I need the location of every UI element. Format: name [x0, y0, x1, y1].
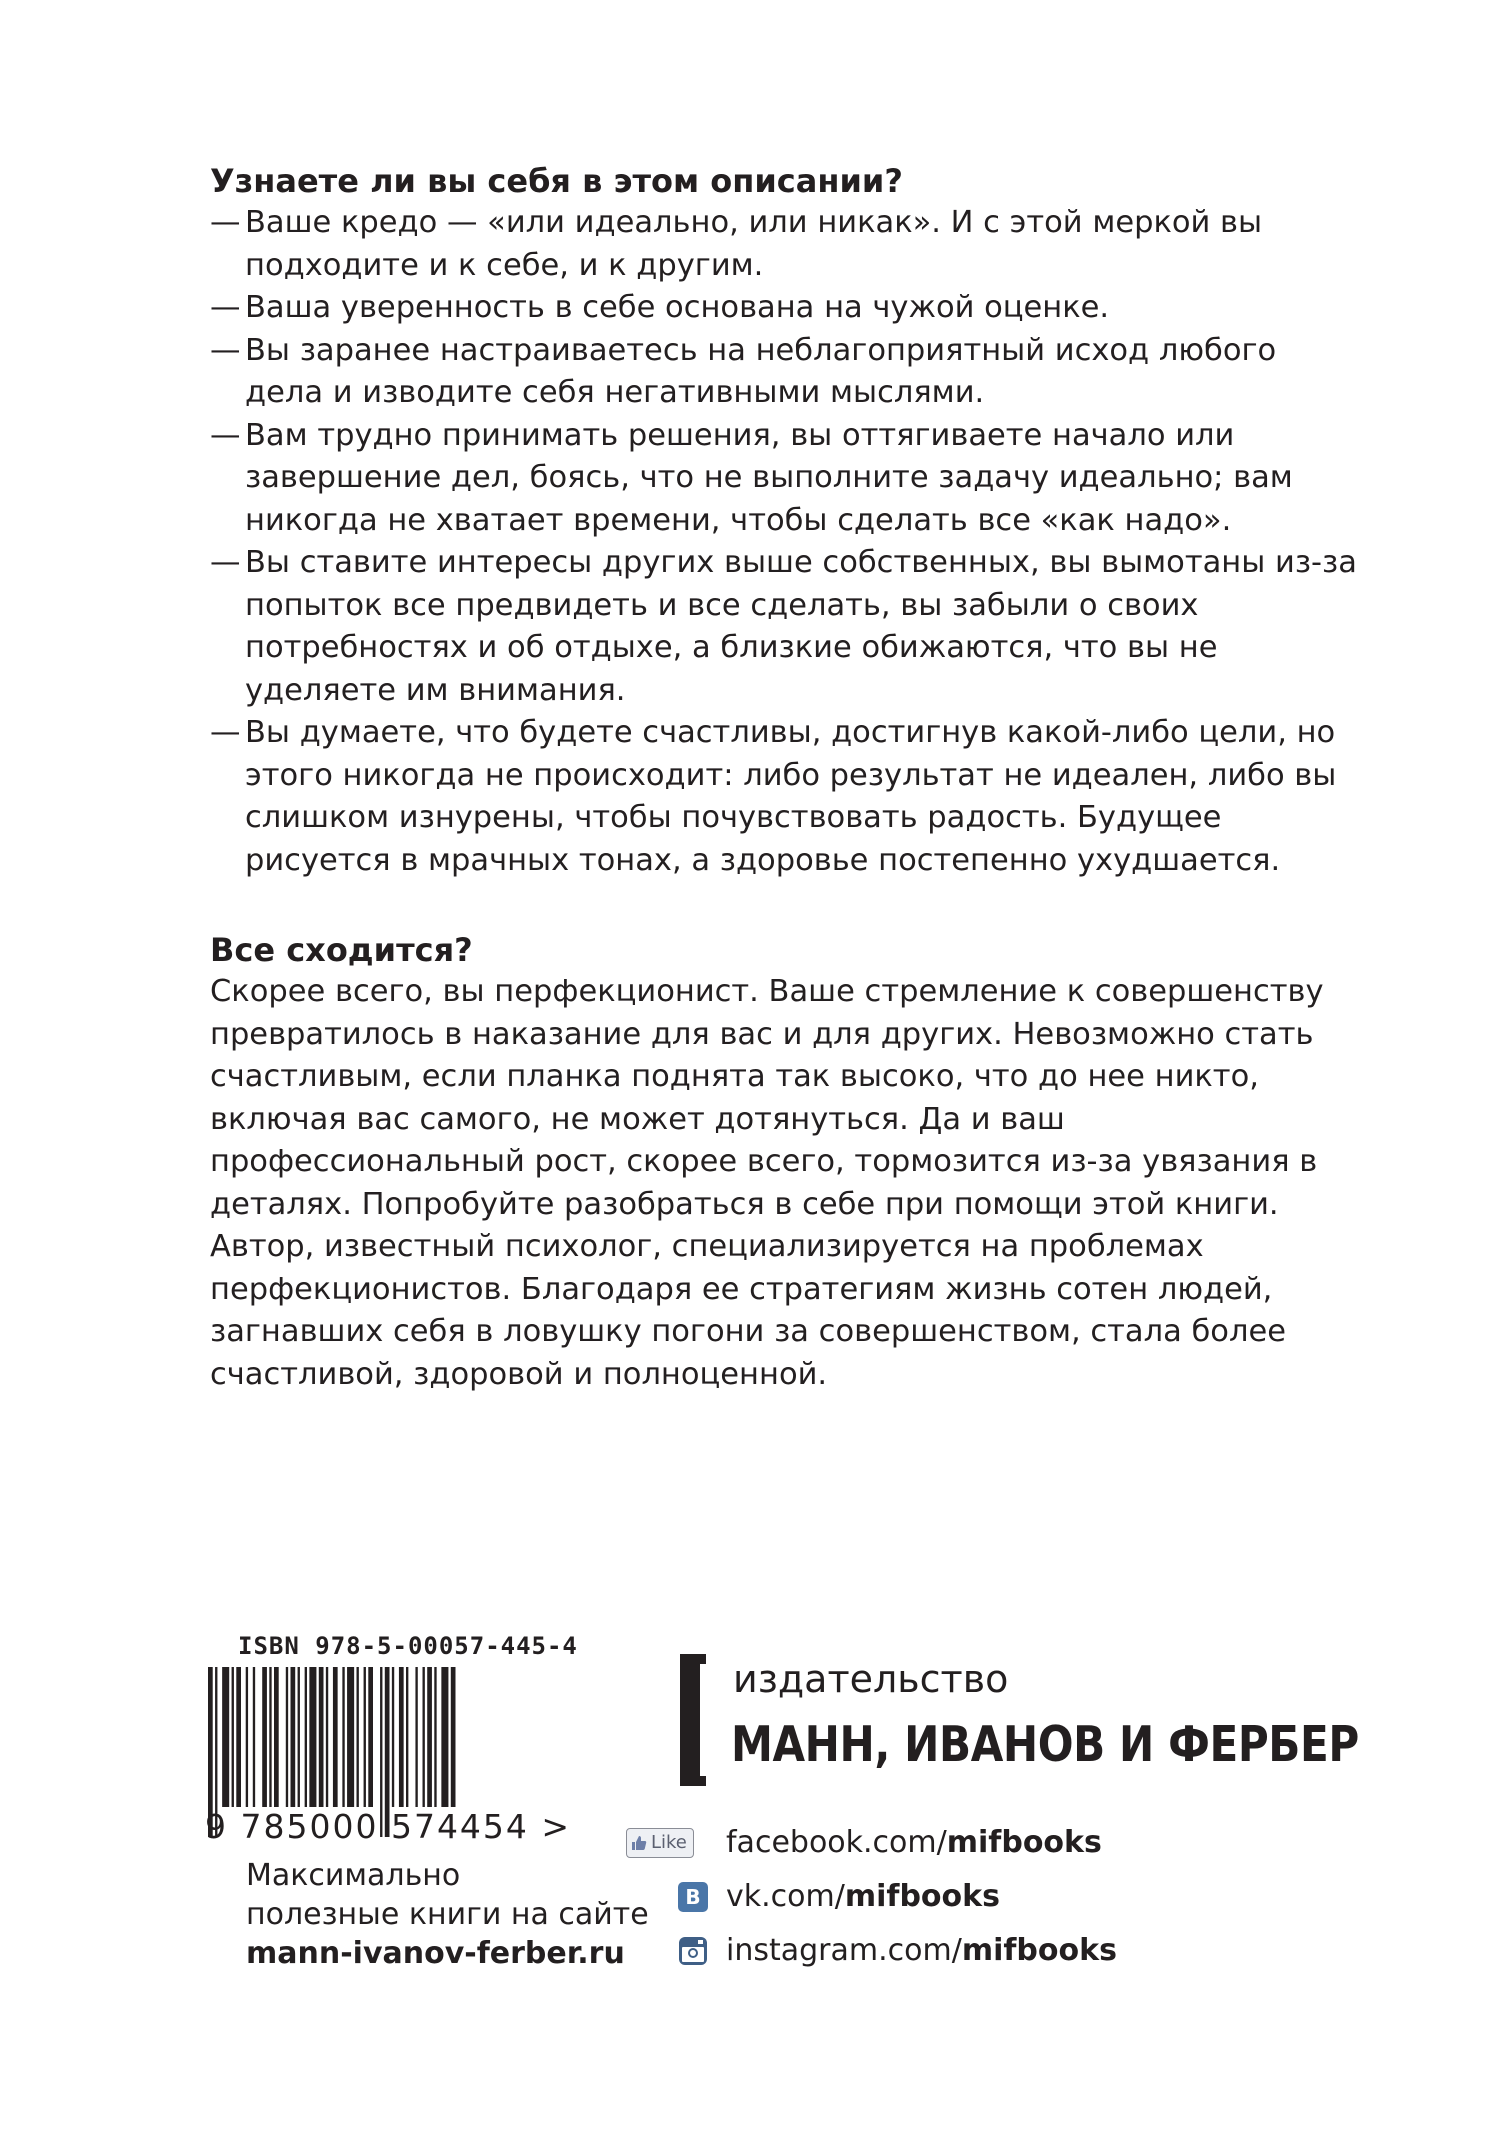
list-item	[210, 202, 1360, 287]
facebook-link[interactable]	[626, 1824, 1102, 1862]
list-item-text: Вы ставите интересы других выше собственных, вы вымотаны из-за попыток все предвидеть и все сделать, вы забыли о своих потребностях и об отдыхе, а близкие обижаются, что вы не уделяете им внимания.	[245, 545, 1357, 708]
bracket-logo-icon	[680, 1654, 706, 1786]
list-dash: —	[210, 417, 241, 453]
list-item-text: Ваша уверенность в себе основана на чужой оценке.	[245, 290, 1110, 325]
promo-line-2: полезные книги на сайте	[246, 1897, 649, 1932]
like-button-icon	[626, 1828, 694, 1858]
list-dash: —	[210, 715, 241, 750]
publisher-name: МАНН, ИВАНОВ И ФЕРБЕР	[731, 1716, 1359, 1773]
vk-icon: B	[678, 1882, 708, 1912]
instagram-link[interactable]	[626, 1932, 1117, 1970]
list-dash: —	[210, 545, 241, 580]
publisher-label: издательство	[733, 1657, 1009, 1701]
list-item	[210, 330, 1360, 415]
list-item	[210, 415, 1360, 543]
list-item-text: Вы думаете, что будете счастливы, достигнув какой-либо цели, но этого никогда не происходит: либо результат не идеален, либо вы слишком изнурены, чтобы почувствовать радость. Будущее рисуется в мрачных тонах, а здоровье постепенно ухудшается.	[245, 715, 1337, 878]
section-2-heading: Все сходится?	[210, 931, 473, 969]
list-dash: —	[210, 290, 241, 325]
list-item-text: Вы заранее настраиваетесь на неблагоприятный исход любого дела и изводите себя негативными мыслями.	[245, 332, 1277, 410]
vk-prefix: vk.com/	[726, 1879, 845, 1914]
instagram-prefix: instagram.com/	[726, 1933, 962, 1968]
list-dash: —	[210, 332, 241, 368]
section-2-paragraph: Скорее всего, вы перфекционист. Ваше стремление к совершенству превратилось в наказание для вас и для других. Невозможно стать счастливым, если планка поднята так высоко, что до нее никто, включая вас самого, не может дотянуться. Да и ваш профессиональный рост, скорее всего, тормозится из-за увязания в деталях. Попробуйте разобраться в себе при помощи этой книги. Автор, известный психолог, специализируется на проблемах перфекционистов. Благодаря ее стратегиям жизнь сотен людей, загнавших себя в ловушку погони за совершенством, стала более счастливой, здоровой и полноценной.	[210, 974, 1324, 1392]
list-dash: —	[210, 205, 241, 240]
list-item	[210, 542, 1360, 712]
thumbs-up-icon	[631, 1835, 647, 1851]
list-item-text: Вам трудно принимать решения, вы оттягиваете начало или завершение дел, боясь, что не выполните задачу идеально; вам никогда не хватает времени, чтобы сделать все «как надо».	[245, 417, 1293, 538]
vk-link[interactable]	[626, 1878, 1000, 1916]
list-item-text: Ваше кредо — «или идеально, или никак». И с этой меркой вы подходите и к себе, и к другим.	[245, 205, 1263, 283]
back-cover-text	[210, 160, 1360, 1396]
list-item	[210, 287, 1360, 330]
symptom-list	[210, 202, 1360, 882]
section-1-heading: Узнаете ли вы себя в этом описании?	[210, 162, 903, 200]
section-2	[210, 929, 1360, 1396]
facebook-handle: mifbooks	[946, 1825, 1102, 1860]
vk-handle: mifbooks	[844, 1879, 1000, 1914]
instagram-icon	[678, 1936, 708, 1966]
list-item	[210, 712, 1360, 882]
instagram-handle: mifbooks	[961, 1933, 1117, 1968]
like-button-text: Like	[651, 1832, 687, 1853]
barcode-digits: 9 785000 574454 >	[205, 1807, 572, 1846]
promo-line-1: Максимально	[246, 1858, 461, 1893]
promo-text	[246, 1856, 649, 1973]
facebook-prefix: facebook.com/	[726, 1825, 947, 1860]
promo-site-link[interactable]: mann-ivanov-ferber.ru	[246, 1936, 625, 1971]
isbn-label: ISBN 978-5-00057-445-4	[238, 1632, 578, 1660]
